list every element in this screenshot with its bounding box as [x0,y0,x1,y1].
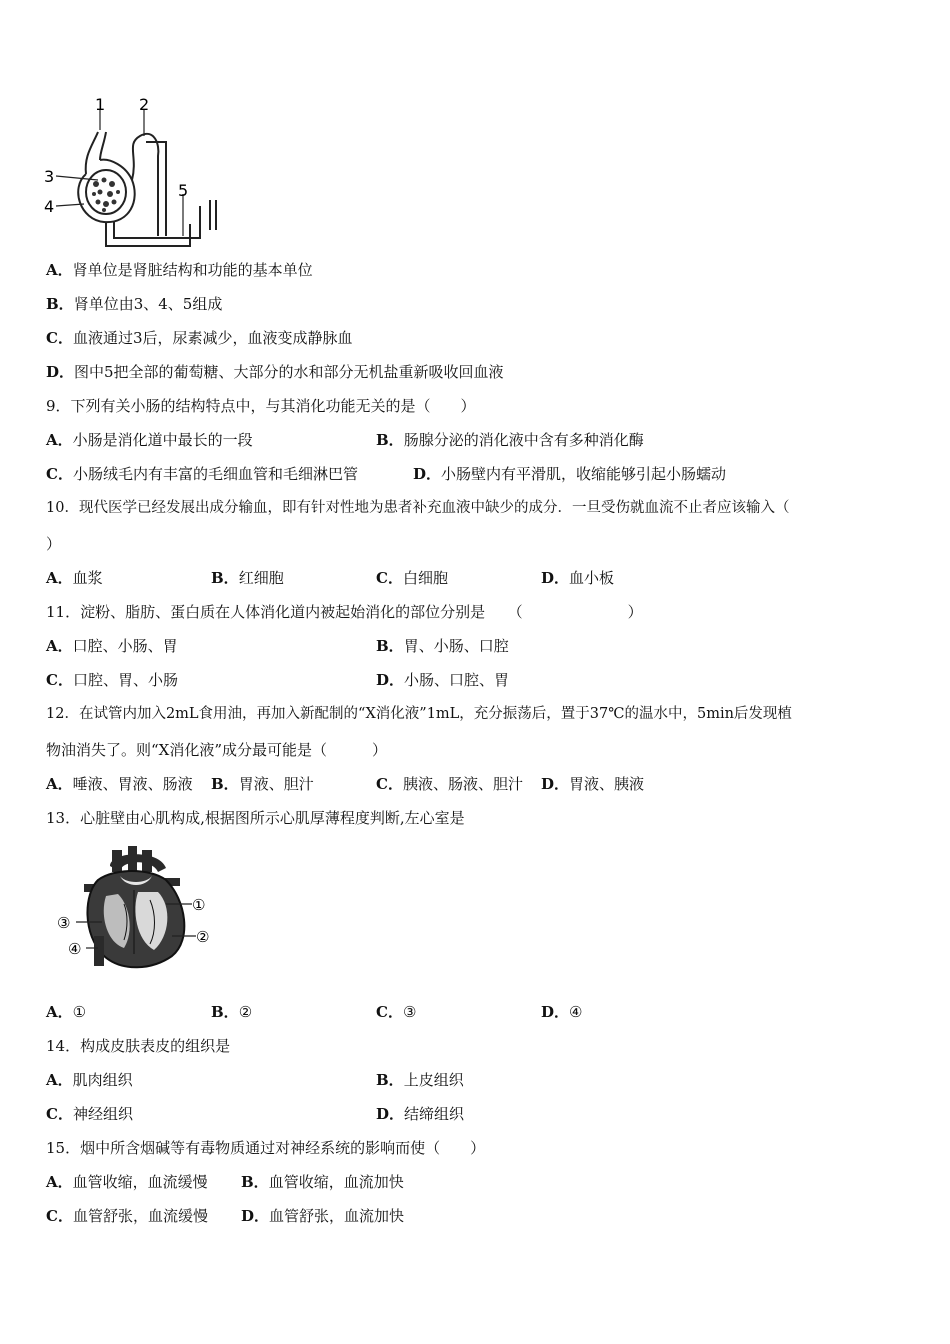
option-text: 血管舒张，血流缓慢 [72,1207,208,1225]
q9-option-a[interactable] [46,430,253,450]
q10-stem-line2: ） [46,535,62,553]
option-text: 血管收缩，血流缓慢 [72,1173,208,1191]
q15-option-a[interactable] [46,1172,208,1192]
q10-option-c[interactable] [376,568,448,588]
option-text: 口腔、小肠、胃 [72,637,178,655]
option-text: 口腔、胃、小肠 [72,671,178,689]
option-text: 肾单位是肾脏结构和功能的基本单位 [72,261,313,279]
q14-stem: 14．构成皮肤表皮的组织是 [46,1037,231,1055]
option-label: D． [241,1207,270,1225]
option-label: A． [46,431,73,449]
nephron-label-5: 5 [178,181,189,200]
q12-option-c[interactable] [376,774,523,794]
heart-diagram [54,844,218,976]
heart-label-3: ③ [57,914,71,932]
q9-option-d[interactable] [413,464,726,484]
option-label: B． [241,1173,269,1191]
q14-option-c[interactable] [46,1104,133,1124]
q15-option-c[interactable] [46,1206,208,1226]
option-text: 唾液、胃液、肠液 [72,775,193,793]
option-label: C． [46,329,73,347]
option-text: 图中5把全部的葡萄糖、大部分的水和部分无机盐重新吸收回血液 [74,363,504,381]
option-label: D． [376,1105,405,1123]
option-label: D． [46,363,75,381]
option-label: C． [376,775,403,793]
q10-option-b[interactable] [211,568,284,588]
q13-option-d[interactable] [541,1002,582,1022]
option-text: ① [72,1003,87,1021]
option-text: 上皮组织 [403,1071,464,1089]
q9-option-b[interactable] [376,430,644,450]
option-text: ③ [402,1003,417,1021]
option-label: A． [46,261,73,279]
option-label: C． [46,1207,73,1225]
q11-stem: 11．淀粉、脂肪、蛋白质在人体消化道内被起始消化的部位分别是 （ ） [46,603,643,621]
option-label: B． [211,1003,239,1021]
q13-option-b[interactable] [211,1002,252,1022]
option-label: D． [413,465,442,483]
option-text: 肾单位由3、4、5组成 [73,295,223,313]
nephron-label-4: 4 [44,197,55,216]
q12-stem-line2: 物油消失了。则“X消化液”成分最可能是（ ） [46,741,388,759]
q8-option-c[interactable] [46,328,353,348]
option-text: 小肠、口腔、胃 [404,671,510,689]
option-text: 红细胞 [238,569,284,587]
option-label: B． [376,431,404,449]
option-text: 小肠绒毛内有丰富的毛细血管和毛细淋巴管 [72,465,358,483]
q10-option-a[interactable] [46,568,103,588]
option-text: 小肠是消化道中最长的一段 [72,431,253,449]
option-text: 血管收缩，血流加快 [268,1173,404,1191]
option-text: ④ [569,1003,583,1021]
q11-option-a[interactable] [46,636,178,656]
q8-option-b[interactable] [46,294,222,314]
q12-option-b[interactable] [211,774,314,794]
heart-label-1: ① [192,896,206,914]
option-text: 神经组织 [72,1105,133,1123]
q8-option-d[interactable] [46,362,504,382]
nephron-label-1: 1 [95,96,106,114]
q13-stem: 13．心脏壁由心肌构成,根据图所示心肌厚薄程度判断,左心室是 [46,809,465,827]
option-text: 白细胞 [402,569,448,587]
option-label: D． [376,671,405,689]
q15-option-b[interactable] [241,1172,404,1192]
q8-option-a[interactable] [46,260,313,280]
option-label: D． [541,569,570,587]
option-text: ② [238,1003,253,1021]
q15-option-d[interactable] [241,1206,404,1226]
heart-label-4: ④ [68,940,82,958]
heart-label-2: ② [196,928,210,946]
option-text: 肠腺分泌的消化液中含有多种消化酶 [403,431,644,449]
q11-option-c[interactable] [46,670,178,690]
option-text: 血小板 [569,569,615,587]
option-label: A． [46,1071,73,1089]
q12-option-d[interactable] [541,774,644,794]
option-label: A． [46,1173,73,1191]
option-label: B． [46,295,74,313]
q11-option-b[interactable] [376,636,509,656]
option-label: B． [211,775,239,793]
option-text: 胃液、胰液 [569,775,645,793]
option-text: 血管舒张，血流加快 [269,1207,405,1225]
q12-option-a[interactable] [46,774,193,794]
option-label: C． [46,465,73,483]
option-label: C． [376,569,403,587]
q9-stem: 9．下列有关小肠的结构特点中，与其消化功能无关的是（ ） [46,397,476,415]
nephron-label-2: 2 [139,96,150,114]
q15-stem: 15．烟中所含烟碱等有毒物质通过对神经系统的影响而使（ ） [46,1139,486,1157]
option-label: C． [46,1105,73,1123]
q14-option-a[interactable] [46,1070,133,1090]
option-label: C． [376,1003,403,1021]
nephron-label-3: 3 [44,167,55,186]
option-label: A． [46,1003,73,1021]
option-label: A． [46,775,73,793]
q13-option-c[interactable] [376,1002,416,1022]
q13-option-a[interactable] [46,1002,86,1022]
q14-option-b[interactable] [376,1070,464,1090]
nephron-diagram [40,96,220,252]
q10-stem-line1: 10．现代医学已经发展出成分输血，即有针对性地为患者补充血液中缺少的成分．一旦受伤就血流不止者应该输入（ [46,500,790,516]
option-label: C． [46,671,73,689]
option-text: 胰液、肠液、胆汁 [402,775,523,793]
option-label: D． [541,1003,570,1021]
option-label: D． [541,775,570,793]
option-text: 胃、小肠、口腔 [403,637,509,655]
q11-option-d[interactable] [376,670,509,690]
q12-stem-line1: 12．在试管内加入2mL食用油，再加入新配制的“X消化液”1mL，充分振荡后，置于37℃的温水中，5min后发现植 [46,706,792,722]
q9-option-c[interactable] [46,464,358,484]
option-text: 血液通过3后，尿素减少，血液变成静脉血 [72,329,353,347]
option-label: B． [376,1071,404,1089]
option-text: 血浆 [72,569,103,587]
option-text: 结缔组织 [404,1105,465,1123]
option-label: A． [46,569,73,587]
q14-option-d[interactable] [376,1104,464,1124]
option-text: 胃液、胆汁 [238,775,314,793]
option-label: B． [376,637,404,655]
option-label: B． [211,569,239,587]
option-text: 肌肉组织 [72,1071,133,1089]
option-text: 小肠壁内有平滑肌，收缩能够引起小肠蠕动 [441,465,727,483]
q10-option-d[interactable] [541,568,614,588]
option-label: A． [46,637,73,655]
